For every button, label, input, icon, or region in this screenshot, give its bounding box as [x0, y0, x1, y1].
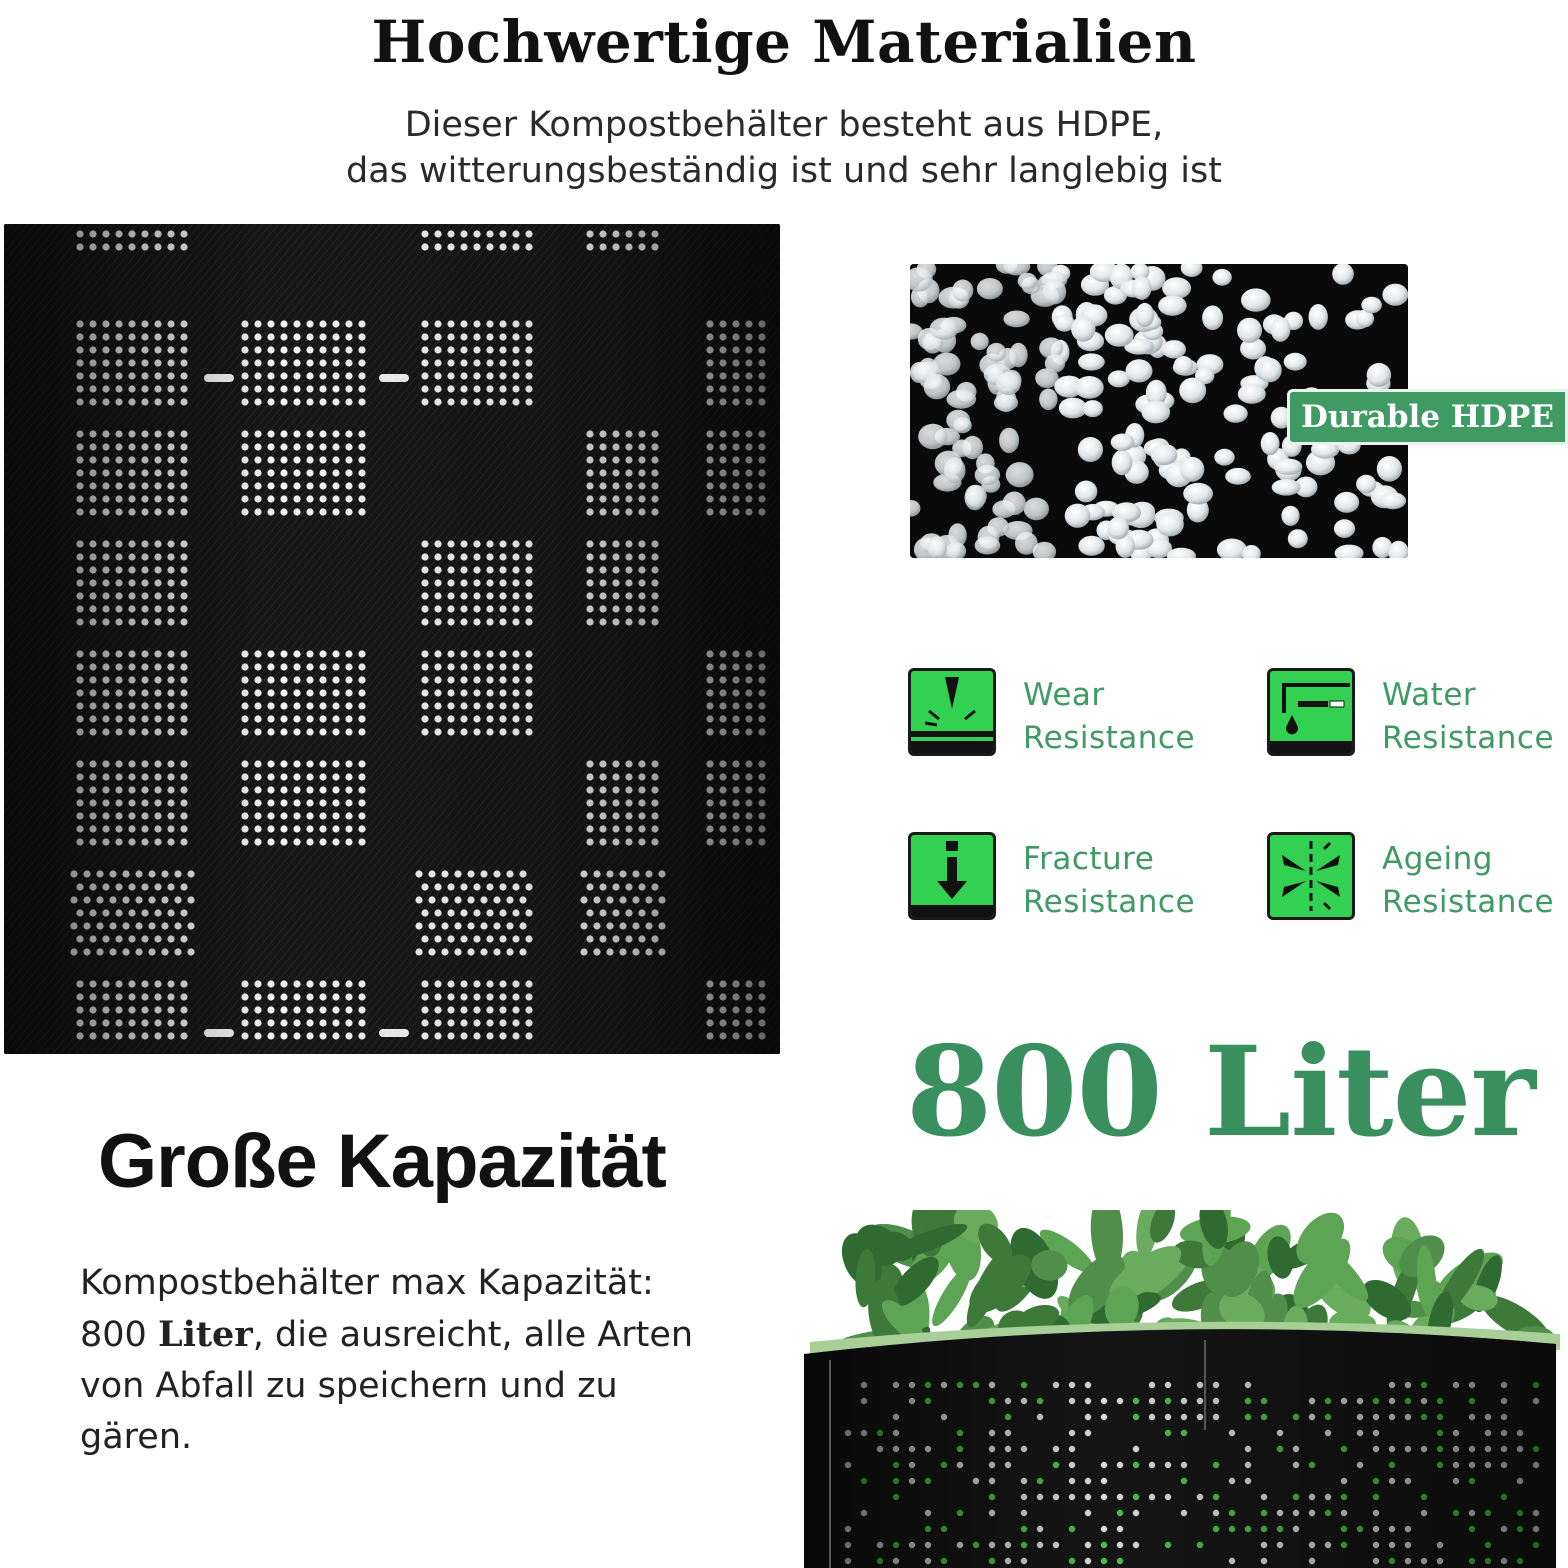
feature-ageing-resistance: [1267, 832, 1568, 932]
subtitle-line-2: das witterungsbeständig ist und sehr langlebig ist: [346, 151, 1222, 191]
compost-bin-image: [800, 1210, 1568, 1568]
perforated-mesh-image: [4, 224, 780, 1054]
capacity-title: Große Kapazität: [98, 1119, 666, 1204]
capacity-desc-unit: Liter: [157, 1314, 253, 1355]
page-subtitle: [0, 102, 1568, 194]
capacity-desc-part1: Kompostbehälter max Kapazität:: [80, 1263, 654, 1303]
feature-wear-resistance: [908, 668, 1248, 768]
feature-label: Water Resistance: [1382, 677, 1555, 756]
feature-water-resistance: [1267, 668, 1568, 768]
ageing-icon: [1267, 832, 1355, 920]
capacity-description: [80, 1258, 720, 1463]
feature-label: Fracture Resistance: [1023, 841, 1196, 920]
fracture-icon: [908, 832, 996, 920]
subtitle-line-1: Dieser Kompostbehälter besteht aus HDPE,: [404, 105, 1164, 145]
page-title: Hochwertige Materialien: [371, 8, 1197, 76]
feature-label: Ageing Resistance: [1382, 841, 1555, 920]
feature-fracture-resistance: [908, 832, 1248, 932]
capacity-desc-number: 800: [80, 1315, 147, 1355]
wear-icon: [908, 668, 996, 756]
feature-label: Wear Resistance: [1023, 677, 1196, 756]
water-icon: [1267, 668, 1355, 756]
durable-hdpe-badge: Durable HDPE: [1287, 389, 1568, 445]
capacity-desc-rest: , die ausreicht, alle Arten von Abfall zu speichern und zu gären.: [80, 1315, 694, 1457]
capacity-headline: 800 Liter: [906, 1020, 1535, 1165]
